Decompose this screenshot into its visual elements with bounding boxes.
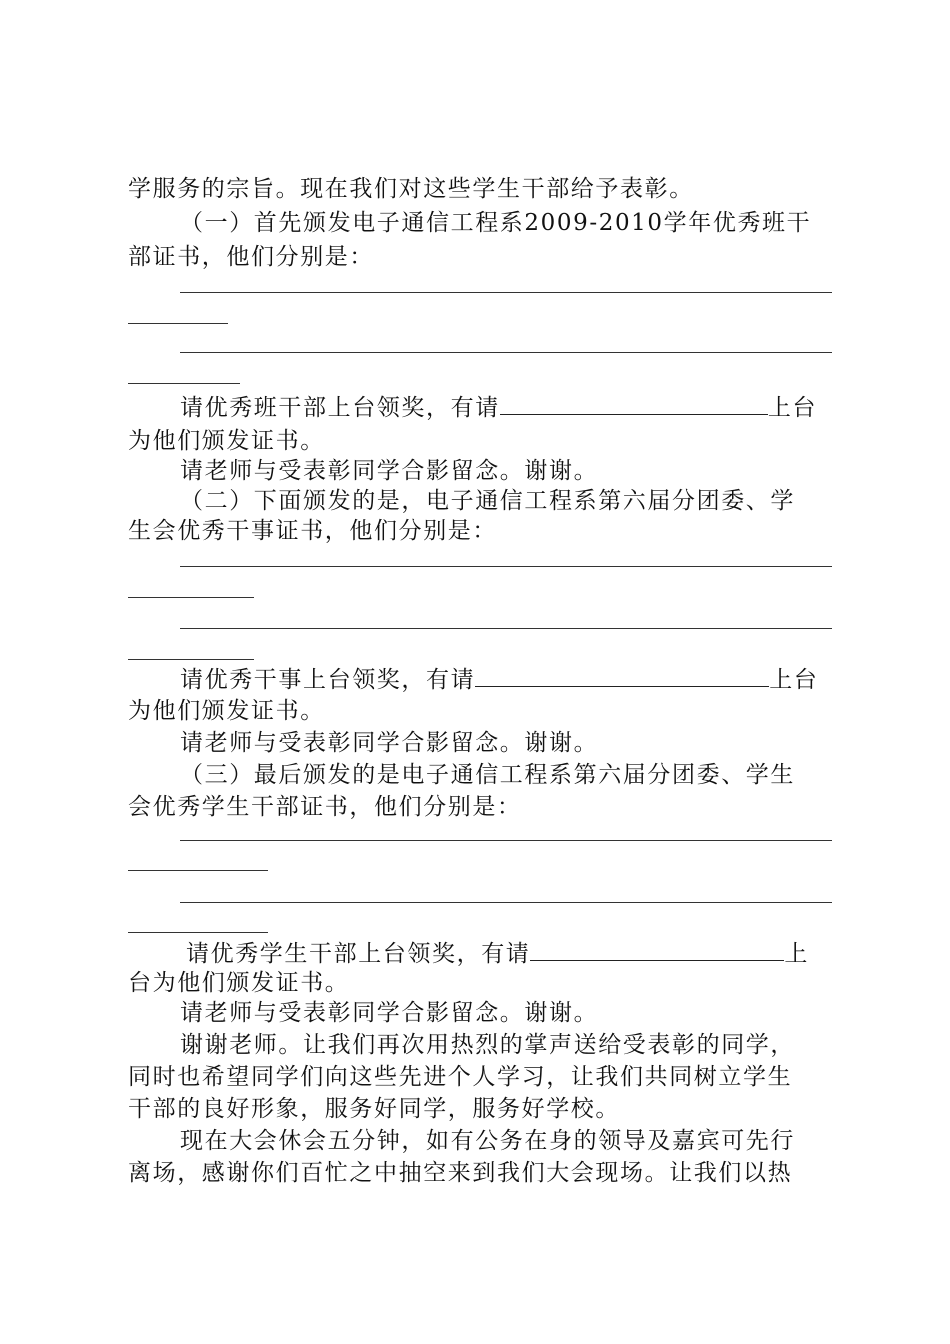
- paragraph-line: 生会优秀干事证书，他们分别是：: [128, 518, 497, 544]
- invite-text-end: 上台: [767, 395, 818, 421]
- paragraph-line: 请老师与受表彰同学合影留念。谢谢。: [180, 730, 599, 756]
- paragraph-line: 部证书，他们分别是：: [128, 244, 374, 270]
- section-one-heading: （一）首先颁发电子通信工程系2009-2010学年优秀班干: [180, 210, 812, 236]
- section-three-heading: （三）最后颁发的是电子通信工程系第六届分团委、学生: [180, 762, 795, 788]
- presenter-blank: [530, 938, 784, 961]
- paragraph-line: [180, 664, 818, 695]
- name-blank-line: [128, 383, 240, 384]
- paragraph-line: [186, 938, 809, 969]
- paragraph-line: 学服务的宗旨。现在我们对这些学生干部给予表彰。: [128, 176, 694, 202]
- name-blank-line: [180, 566, 832, 567]
- paragraph-line: 会优秀学生干部证书，他们分别是：: [128, 794, 522, 820]
- name-blank-line: [128, 323, 228, 324]
- invite-text-end: 上: [784, 941, 810, 967]
- name-blank-line: [180, 352, 832, 353]
- name-blank-line: [180, 292, 832, 293]
- paragraph-line: [180, 392, 817, 423]
- paragraph-line: 为他们颁发证书。: [128, 698, 325, 724]
- presenter-blank: [500, 392, 768, 415]
- paragraph-line: 请老师与受表彰同学合影留念。谢谢。: [180, 1000, 599, 1026]
- name-blank-line: [128, 932, 268, 933]
- name-blank-line: [128, 870, 268, 871]
- paragraph-line: 干部的良好形象，服务好同学，服务好学校。: [128, 1096, 620, 1122]
- paragraph-line: 同时也希望同学们向这些先进个人学习，让我们共同树立学生: [128, 1064, 793, 1090]
- paragraph-line: 请老师与受表彰同学合影留念。谢谢。: [180, 458, 599, 484]
- name-blank-line: [180, 902, 832, 903]
- presenter-blank: [475, 664, 769, 687]
- paragraph-line: 谢谢老师。让我们再次用热烈的掌声送给受表彰的同学，: [180, 1032, 795, 1058]
- name-blank-line: [180, 628, 832, 629]
- invite-text-end: 上台: [769, 667, 819, 693]
- paragraph-line: 离场，感谢你们百忙之中抽空来到我们大会现场。让我们以热: [128, 1160, 793, 1186]
- invite-text: 请优秀学生干部上台领奖，有请: [186, 941, 531, 967]
- section-two-heading: （二）下面颁发的是，电子通信工程系第六届分团委、学: [180, 488, 795, 514]
- name-blank-line: [180, 840, 832, 841]
- name-blank-line: [128, 597, 254, 598]
- invite-text: 请优秀班干部上台领奖，有请: [180, 395, 500, 421]
- paragraph-line: 为他们颁发证书。: [128, 428, 325, 454]
- paragraph-line: 现在大会休会五分钟，如有公务在身的领导及嘉宾可先行: [180, 1128, 795, 1154]
- invite-text: 请优秀干事上台领奖，有请: [180, 667, 476, 693]
- paragraph-line: 台为他们颁发证书。: [128, 970, 350, 996]
- name-blank-line: [128, 659, 254, 660]
